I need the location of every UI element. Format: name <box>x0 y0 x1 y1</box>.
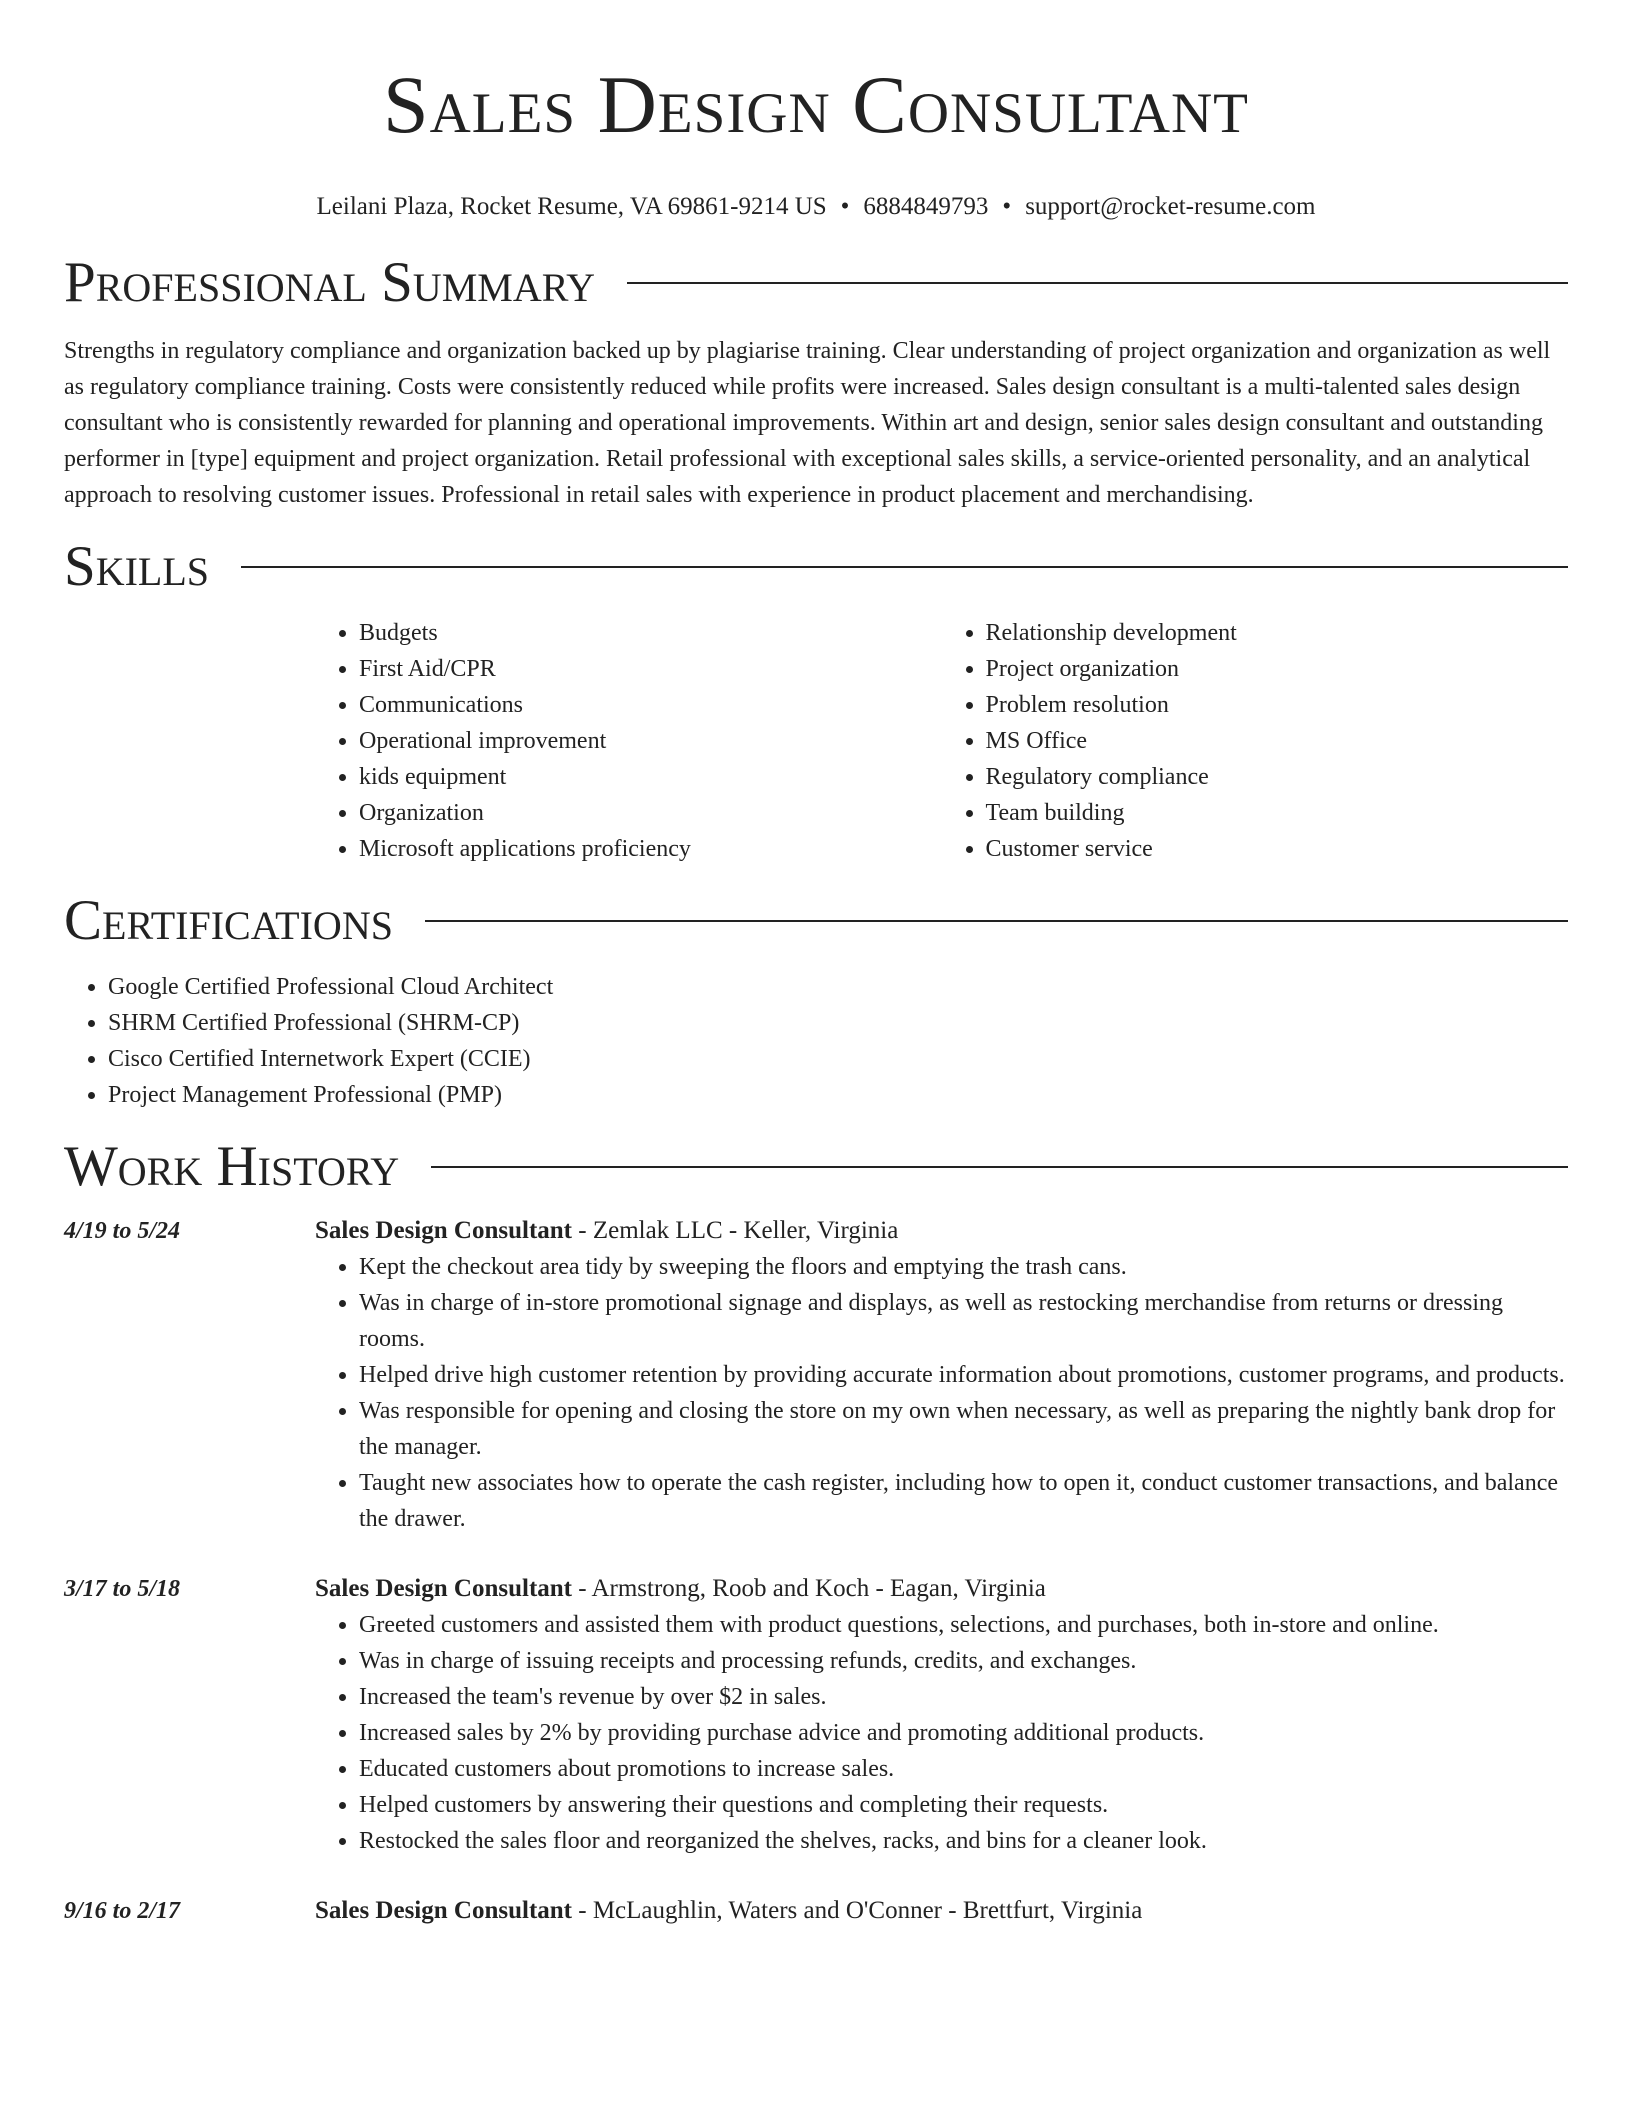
contact-separator: • <box>840 193 850 220</box>
skill-item: • Regulatory compliance <box>986 759 1569 795</box>
skill-item: • Project organization <box>986 651 1569 687</box>
candidate-name: Sales Design Consultant <box>382 59 1250 150</box>
email: support@rocket-resume.com <box>1025 193 1316 220</box>
job-bullet-list <box>315 1249 1568 1537</box>
job-bullet: • Educated customers about promotions to increase sales. <box>359 1751 1568 1787</box>
job-employer-location: - McLaughlin, Waters and O'Conner - Brettfurt, Virginia <box>572 1897 1143 1924</box>
contact-line <box>64 192 1568 222</box>
skill-item: • Problem resolution <box>986 687 1569 723</box>
job-bullet: • Was responsible for opening and closing the store on my own when necessary, as well as preparing the nightly bank drop for the manager. <box>359 1393 1568 1465</box>
job-employer-location: - Armstrong, Roob and Koch - Eagan, Virginia <box>572 1575 1046 1602</box>
summary-text: Strengths in regulatory compliance and organization backed up by plagiarise training. Clear understanding of project organization and organization as well as regulatory compliance training. Costs were consistently reduced while profits were increased. Sales design consultant is a multi-talented sales design consultant who is consistently rewarded for planning and operational improvements. Within art and design, senior sales design consultant and outstanding performer in [type] equipment and project organization. Retail professional with exceptional sales skills, a service-oriented personality, and an analytical approach to resolving customer issues. Professional in retail sales with experience in product placement and merchandising. <box>64 338 1551 508</box>
job-bullet: • Restocked the sales floor and reorganized the shelves, racks, and bins for a cleaner look. <box>359 1823 1568 1859</box>
skill-item: • First Aid/CPR <box>359 651 942 687</box>
job-dates: 3/17 to 5/18 <box>64 1576 181 1602</box>
skill-item: • Relationship development <box>986 615 1569 651</box>
job-employer-location: - Zemlak LLC - Keller, Virginia <box>572 1217 899 1244</box>
skill-item: • Communications <box>359 687 942 723</box>
contact-separator: • <box>1002 193 1012 220</box>
work-history-section-title: Work History <box>64 1135 400 1198</box>
skill-item: • Organization <box>359 795 942 831</box>
section-divider <box>425 920 1568 922</box>
job-bullet: • Was in charge of in-store promotional signage and displays, as well as restocking merchandise from returns or dressing rooms. <box>359 1285 1568 1357</box>
certification-item: • Google Certified Professional Cloud Architect <box>108 969 1568 1005</box>
job-body <box>315 1571 1568 1859</box>
section-divider <box>627 282 1568 284</box>
skill-item: • Team building <box>986 795 1569 831</box>
section-divider <box>431 1166 1568 1168</box>
job-entry <box>64 1571 1568 1859</box>
section-divider <box>241 566 1568 568</box>
job-dates: 4/19 to 5/24 <box>64 1218 181 1244</box>
job-entry <box>64 1893 1568 1929</box>
job-body <box>315 1213 1568 1537</box>
certifications-section-title: Certifications <box>64 889 393 952</box>
job-bullet: • Helped drive high customer retention by providing accurate information about promotions, customer programs, and products. <box>359 1357 1568 1393</box>
job-bullet: • Taught new associates how to operate the cash register, including how to open it, conduct customer transactions, and balance the drawer. <box>359 1465 1568 1537</box>
job-bullet: • Increased the team's revenue by over $2 in sales. <box>359 1679 1568 1715</box>
summary-section-title: Professional Summary <box>64 251 596 314</box>
skills-list-right <box>942 615 1569 867</box>
certification-item: • SHRM Certified Professional (SHRM-CP) <box>108 1005 1568 1041</box>
certifications-section-header <box>64 891 1568 951</box>
skills-section-header <box>64 537 1568 597</box>
job-dates: 9/16 to 2/17 <box>64 1898 181 1924</box>
job-bullet: • Helped customers by answering their questions and completing their requests. <box>359 1787 1568 1823</box>
job-title: Sales Design Consultant <box>315 1897 572 1924</box>
job-bullet: • Greeted customers and assisted them with product questions, selections, and purchases, both in-store and online. <box>359 1607 1568 1643</box>
summary-section-header <box>64 253 1568 313</box>
job-entry <box>64 1213 1568 1537</box>
certifications-list <box>64 969 1568 1113</box>
work-history-section-header <box>64 1137 1568 1197</box>
skill-item: • kids equipment <box>359 759 942 795</box>
certification-item: • Project Management Professional (PMP) <box>108 1077 1568 1113</box>
skills-grid <box>315 615 1568 867</box>
job-bullet: • Kept the checkout area tidy by sweeping the floors and emptying the trash cans. <box>359 1249 1568 1285</box>
job-heading <box>315 1213 1568 1249</box>
skills-list-left <box>315 615 942 867</box>
skill-item: • Operational improvement <box>359 723 942 759</box>
skill-item: • Microsoft applications proficiency <box>359 831 942 867</box>
phone: 6884849793 <box>863 193 989 220</box>
skill-item: • Budgets <box>359 615 942 651</box>
job-title: Sales Design Consultant <box>315 1217 572 1244</box>
job-bullet-list <box>315 1607 1568 1859</box>
job-heading <box>315 1893 1568 1929</box>
skills-section-title: Skills <box>64 535 210 598</box>
skill-item: • Customer service <box>986 831 1569 867</box>
job-heading <box>315 1571 1568 1607</box>
job-title: Sales Design Consultant <box>315 1575 572 1602</box>
address: Leilani Plaza, Rocket Resume, VA 69861-9214 US <box>316 193 827 220</box>
job-bullet: • Increased sales by 2% by providing purchase advice and promoting additional products. <box>359 1715 1568 1751</box>
job-bullet: • Was in charge of issuing receipts and processing refunds, credits, and exchanges. <box>359 1643 1568 1679</box>
job-body <box>315 1893 1568 1929</box>
certification-item: • Cisco Certified Internetwork Expert (CCIE) <box>108 1041 1568 1077</box>
skill-item: • MS Office <box>986 723 1569 759</box>
